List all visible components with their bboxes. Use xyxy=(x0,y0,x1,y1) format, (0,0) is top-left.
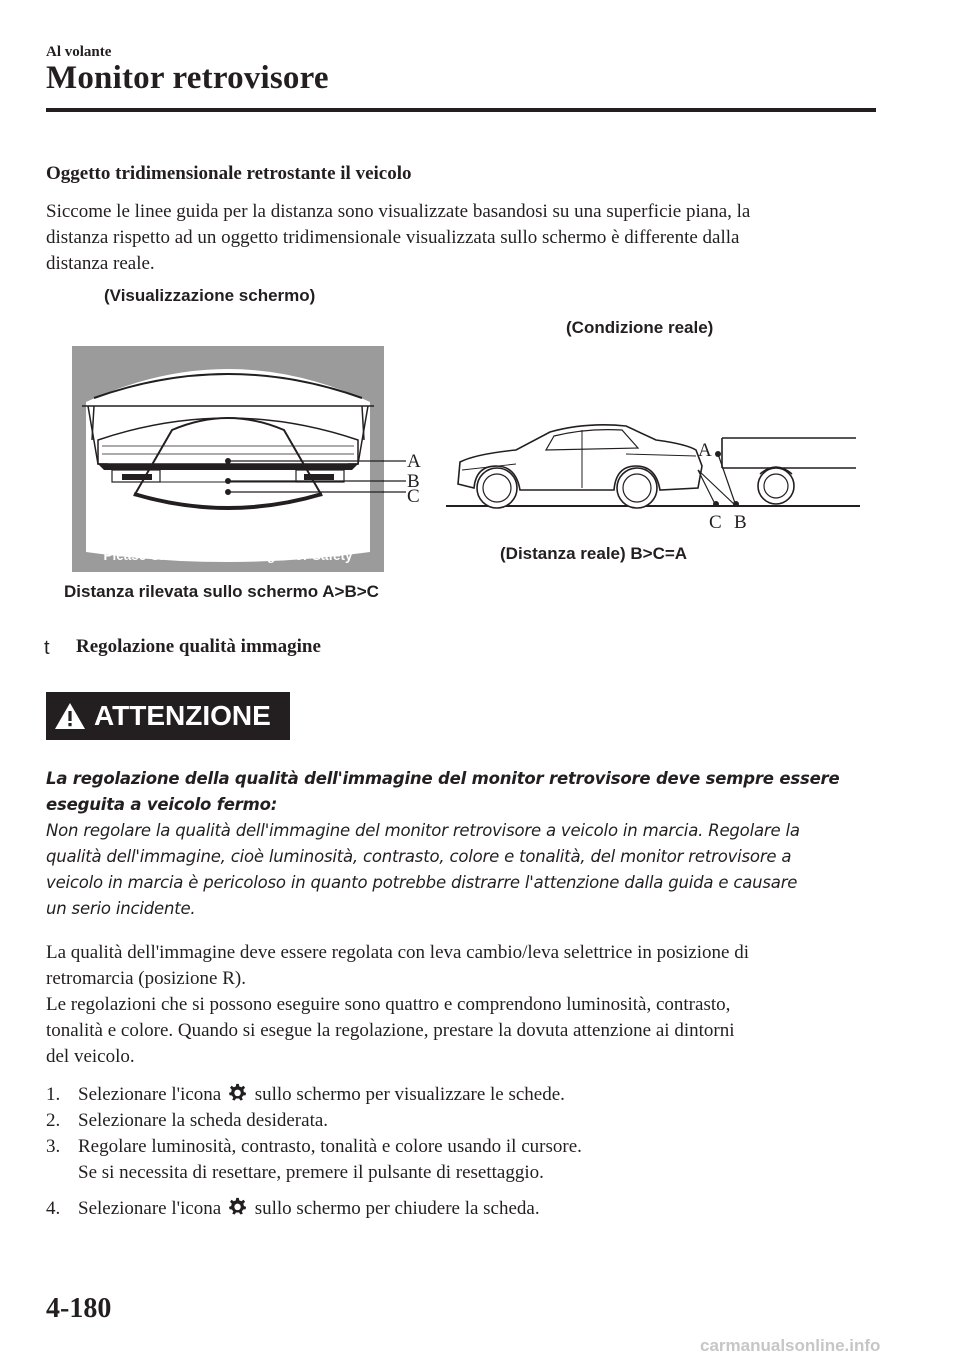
real-label-a: A xyxy=(698,440,712,461)
screen-label-a: A xyxy=(407,451,421,472)
step-number: 3. xyxy=(46,1136,61,1157)
image-quality-heading: Regolazione qualità immagine xyxy=(76,636,321,657)
warning-icon xyxy=(54,701,86,731)
screen-distance-caption: Distanza rilevata sullo schermo A>B>C xyxy=(64,582,379,601)
step-1 xyxy=(46,1082,565,1108)
warning-line: un serio incidente. xyxy=(46,899,196,918)
body-line: retromarcia (posizione R). xyxy=(46,968,246,989)
step-number: 4. xyxy=(46,1198,61,1219)
warning-badge xyxy=(46,692,290,740)
warning-bold-line: eseguita a veicolo fermo: xyxy=(46,795,278,814)
step-2 xyxy=(46,1108,328,1134)
gear-icon xyxy=(229,1197,247,1215)
body-line: La qualità dell'immagine deve essere regolata con leva cambio/leva selettrice in posizione di xyxy=(46,942,749,963)
step-text: Selezionare la scheda desiderata. xyxy=(78,1110,329,1131)
step-text: sullo schermo per visualizzare le schede. xyxy=(254,1084,565,1105)
real-condition-illustration xyxy=(446,410,866,520)
warning-line: Non regolare la qualità dell'immagine del monitor retrovisore a veicolo in marcia. Regolare la xyxy=(46,821,800,840)
step-number: 2. xyxy=(46,1110,61,1131)
paragraph-line: distanza rispetto ad un oggetto tridimensionale visualizzata sullo schermo è differente dalla xyxy=(46,227,740,248)
screen-label-b: B xyxy=(407,471,420,492)
warning-line: qualità dell'immagine, cioè luminosità, contrasto, colore e tonalità, del monitor retrovisore a xyxy=(46,847,792,866)
step-3-sub: Se si necessita di resettare, premere il pulsante di resettaggio. xyxy=(78,1162,544,1183)
body-line: del veicolo. xyxy=(46,1046,135,1067)
page-title: Monitor retrovisore xyxy=(46,60,329,96)
warning-label: ATTENZIONE xyxy=(94,700,271,731)
rear-camera-illustration xyxy=(72,346,384,572)
real-label-b: B xyxy=(734,512,747,533)
step-4 xyxy=(46,1196,540,1222)
title-divider xyxy=(46,108,876,112)
step-text: Regolare luminosità, contrasto, tonalità e colore usando il cursore. xyxy=(78,1136,582,1157)
car-and-trailer xyxy=(446,410,866,520)
warning-line: veicolo in marcia è pericoloso in quanto potrebbe distrarre l'attenzione dalla guida e causare xyxy=(46,873,798,892)
screen-label-c: C xyxy=(407,486,420,507)
paragraph-line: Siccome le linee guida per la distanza sono visualizzate basandosi su una superficie piana, la xyxy=(46,201,751,222)
paragraph-line: distanza reale. xyxy=(46,253,155,274)
subsection-heading: Oggetto tridimensionale retrostante il veicolo xyxy=(46,163,412,184)
step-text: sullo schermo per chiudere la scheda. xyxy=(254,1198,540,1219)
screen-overlay-text: Please Check Surroundings For Safety xyxy=(103,548,353,563)
body-line: Le regolazioni che si possono eseguire sono quattro e comprendono luminosità, contrasto, xyxy=(46,994,731,1015)
step-3 xyxy=(46,1134,582,1160)
real-label-c: C xyxy=(709,512,722,533)
screen-caption: (Visualizzazione schermo) xyxy=(104,286,316,305)
body-line: tonalità e colore. Quando si esegue la regolazione, prestare la dovuta attenzione ai dintorni xyxy=(46,1020,735,1041)
step-number: 1. xyxy=(46,1084,61,1105)
rear-camera-screen xyxy=(72,346,384,572)
real-caption: (Condizione reale) xyxy=(566,318,714,337)
step-text: Selezionare l'icona xyxy=(78,1198,222,1219)
section-label: Al volante xyxy=(46,44,112,60)
watermark: carmanualsonline.info xyxy=(700,1336,881,1355)
page-number: 4-180 xyxy=(46,1293,112,1324)
real-distance-caption: (Distanza reale) B>C=A xyxy=(500,544,688,563)
warning-bold-line: La regolazione della qualità dell'immagine del monitor retrovisore deve sempre essere xyxy=(46,769,840,788)
bullet-glyph: t xyxy=(44,637,50,659)
step-text: Selezionare l'icona xyxy=(78,1084,222,1105)
gear-icon xyxy=(229,1083,247,1101)
